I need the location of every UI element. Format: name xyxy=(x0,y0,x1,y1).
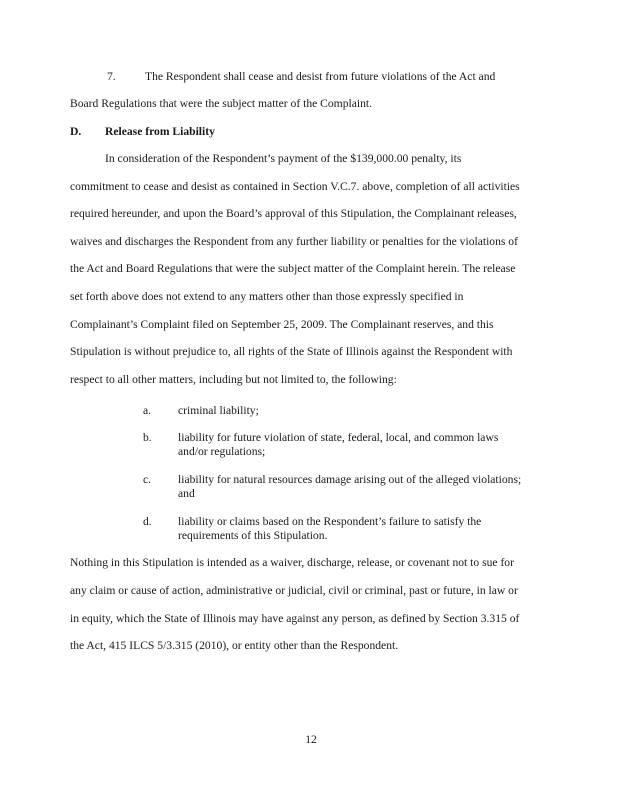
item-a-line-1: criminal liability; xyxy=(178,404,259,417)
closing-line-1: Nothing in this Stipulation is intended as a waiver, discharge, release, or covenant not to sue for xyxy=(70,556,514,569)
closing-line-2: any claim or cause of action, administrative or judicial, civil or criminal, past or future, in law or xyxy=(70,584,518,597)
release-line-7: Complainant’s Complaint filed on September 25, 2009. The Complainant reserves, and this xyxy=(70,318,494,331)
closing-line-4: the Act, 415 ILCS 5/3.315 (2010), or entity other than the Respondent. xyxy=(70,639,399,652)
closing-line-3: in equity, which the State of Illinois may have against any person, as defined by Section 3.315 of xyxy=(70,612,520,625)
release-line-4: waives and discharges the Respondent from any further liability or penalties for the violations of xyxy=(70,235,518,248)
item-d-line-1: liability or claims based on the Respondent’s failure to satisfy the xyxy=(178,515,482,528)
release-line-5: the Act and Board Regulations that were the subject matter of the Complaint herein. The release xyxy=(70,262,516,275)
page-number: 12 xyxy=(305,733,317,746)
item-d-letter: d. xyxy=(143,515,152,528)
release-line-6: set forth above does not extend to any matters other than those expressly specified in xyxy=(70,290,464,303)
item-a-letter: a. xyxy=(143,404,152,417)
para7-line-2: Board Regulations that were the subject matter of the Complaint. xyxy=(70,97,373,110)
release-line-9: respect to all other matters, including but not limited to, the following: xyxy=(70,373,397,386)
item-c-letter: c. xyxy=(143,473,152,486)
release-line-1: In consideration of the Respondent’s payment of the $139,000.00 penalty, its xyxy=(105,152,462,165)
item-b-line-2: and/or regulations; xyxy=(178,445,266,458)
para7-number: 7. xyxy=(107,70,116,83)
item-d-line-2: requirements of this Stipulation. xyxy=(178,529,328,542)
section-d-letter: D. xyxy=(70,125,82,138)
release-line-3: required hereunder, and upon the Board’s approval of this Stipulation, the Complainant releases, xyxy=(70,207,517,220)
para7-line-1: The Respondent shall cease and desist from future violations of the Act and xyxy=(145,70,496,83)
release-line-8: Stipulation is without prejudice to, all rights of the State of Illinois against the Respondent with xyxy=(70,345,513,358)
section-d-title: Release from Liability xyxy=(105,125,215,138)
item-c-line-2: and xyxy=(178,487,195,500)
item-b-letter: b. xyxy=(143,431,152,444)
item-c-line-1: liability for natural resources damage arising out of the alleged violations; xyxy=(178,473,522,486)
item-b-line-1: liability for future violation of state, federal, local, and common laws xyxy=(178,431,499,444)
release-line-2: commitment to cease and desist as contained in Section V.C.7. above, completion of all activities xyxy=(70,180,520,193)
